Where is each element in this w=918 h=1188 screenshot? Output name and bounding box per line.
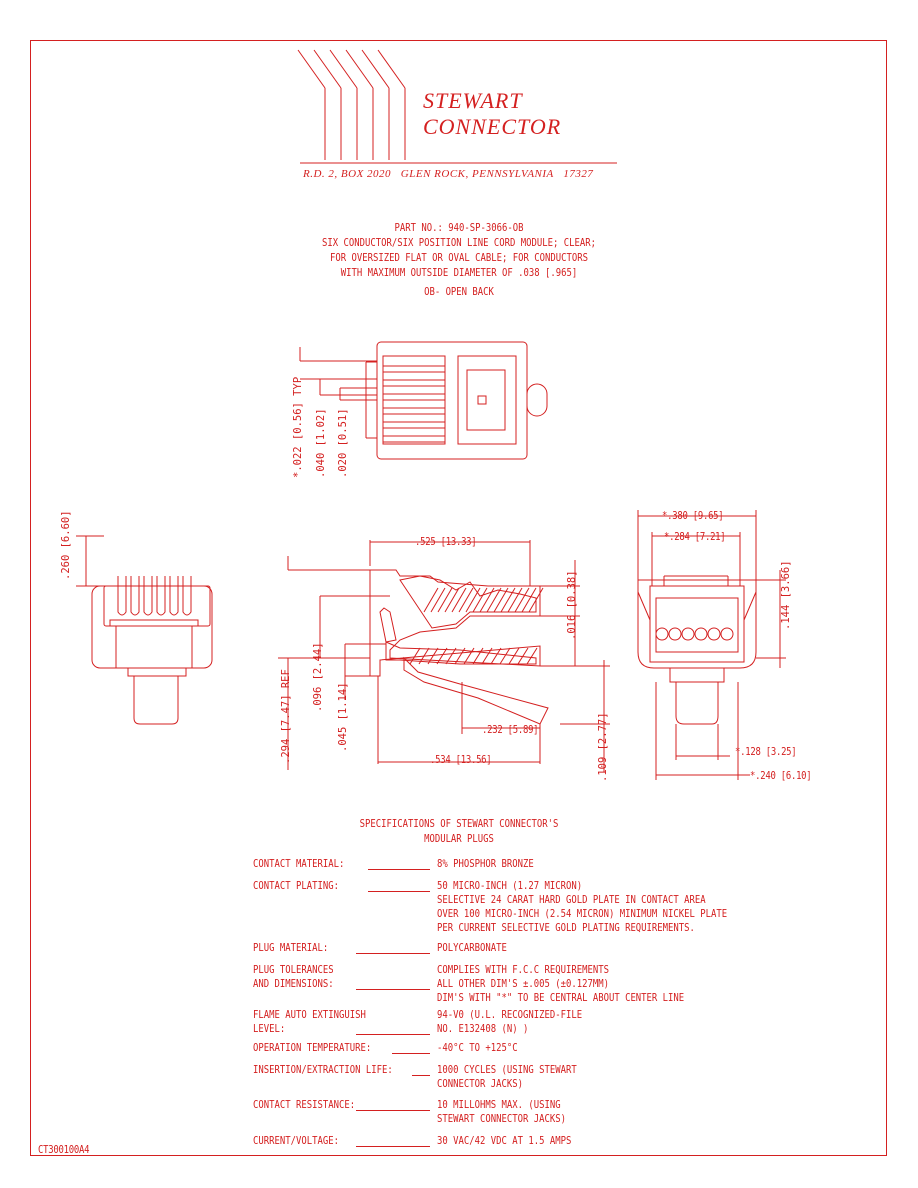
part-note: OB- OPEN BACK (424, 286, 494, 298)
dim-side-294: .294 [7.47] REF (280, 669, 292, 764)
dim-top-1: *.022 [0.56] TYP (292, 376, 304, 478)
side-view-drawing (278, 540, 610, 772)
dim-front-height: .260 [6.60] (60, 510, 72, 580)
spec-leader (368, 869, 430, 870)
spec-value: 10 MILLOHMS MAX. (USING STEWART CONNECTOR JACKS) (437, 1099, 566, 1125)
spec-value: POLYCARBONATE (437, 942, 507, 954)
specs-title-line1: SPECIFICATIONS OF STEWART CONNECTOR'S (359, 818, 559, 830)
end-view-drawing (638, 510, 786, 780)
spec-leader (356, 989, 430, 990)
dim-top-3: .020 [0.51] (337, 408, 349, 478)
dim-side-bottom-length: .534 [13.56] (430, 754, 492, 766)
specs-title-line2: MODULAR PLUGS (424, 833, 494, 845)
dim-end-144: .144 [3.66] (780, 560, 792, 630)
spec-label: CONTACT PLATING: (253, 880, 339, 892)
part-description (259, 221, 659, 300)
company-line1: STEWART (423, 88, 523, 113)
spec-leader (368, 891, 430, 892)
dim-end-240: *.240 [6.10] (750, 770, 812, 782)
dim-side-045: .045 [1.14] (337, 682, 349, 752)
spec-value: 8% PHOSPHOR BRONZE (437, 858, 534, 870)
spec-value: 30 VAC/42 VDC AT 1.5 AMPS (437, 1135, 572, 1147)
spec-leader (356, 1110, 430, 1111)
dim-side-top-length: .525 [13.33] (415, 536, 477, 548)
spec-value: 50 MICRO-INCH (1.27 MICRON) SELECTIVE 24 CARAT HARD GOLD PLATE IN CONTACT AREA OVER 100 MICRO-INCH (2.54 MICRON) MINIMUM NICKEL PLATE PER CURRENT SELECTIVE GOLD PLATING REQUIREMENTS. (437, 880, 728, 934)
dim-end-380: *.380 [9.65] (662, 510, 724, 522)
spec-label: PLUG TOLERANCES AND DIMENSIONS: (253, 964, 334, 990)
spec-label: OPERATION TEMPERATURE: (253, 1042, 372, 1054)
spec-label: CURRENT/VOLTAGE: (253, 1135, 339, 1147)
spec-label: CONTACT RESISTANCE: (253, 1099, 356, 1111)
part-desc-line: SIX CONDUCTOR/SIX POSITION LINE CORD MODULE; CLEAR; (321, 237, 597, 249)
company-address: R.D. 2, BOX 2020 GLEN ROCK, PENNSYLVANIA 17327 (303, 168, 594, 180)
spec-label: INSERTION/EXTRACTION LIFE: (253, 1064, 393, 1076)
spec-label: FLAME AUTO EXTINGUISH LEVEL: (253, 1009, 366, 1035)
specs-title (259, 817, 659, 847)
dim-side-109: .109 [2.77] (597, 712, 609, 782)
dim-end-128: *.128 [3.25] (735, 746, 797, 758)
dim-side-016: .016 [0.38] (566, 570, 578, 640)
spec-value: COMPLIES WITH F.C.C REQUIREMENTS ALL OTHER DIM'S ±.005 (±0.127MM) DIM'S WITH "*" TO BE CENTRAL ABOUT CENTER LINE (437, 964, 685, 1004)
dim-side-latch: .232 [5.89] (482, 724, 539, 736)
part-desc-line: WITH MAXIMUM OUTSIDE DIAMETER OF .038 [.965] (340, 267, 578, 279)
spec-label: CONTACT MATERIAL: (253, 858, 345, 870)
spec-leader (356, 1146, 430, 1147)
logo-mark (298, 50, 405, 160)
spec-label: PLUG MATERIAL: (253, 942, 329, 954)
front-view-drawing (76, 536, 212, 724)
dim-end-284: *.284 [7.21] (664, 531, 726, 543)
spec-value: 94-V0 (U.L. RECOGNIZED-FILE NO. E132408 (N) ) (437, 1009, 583, 1035)
document-id: CT300100A4 (38, 1144, 90, 1156)
spec-leader (412, 1075, 430, 1076)
part-number: PART NO.: 940-SP-3066-OB (394, 222, 524, 234)
dim-side-096: .096 [2.44] (312, 642, 324, 712)
company-line2: CONNECTOR (423, 114, 562, 139)
company-name (423, 88, 561, 140)
spec-value: -40°C TO +125°C (437, 1042, 518, 1054)
spec-leader (356, 953, 430, 954)
spec-leader (356, 1034, 430, 1035)
part-desc-line: FOR OVERSIZED FLAT OR OVAL CABLE; FOR CONDUCTORS (330, 252, 588, 264)
spec-value: 1000 CYCLES (USING STEWART CONNECTOR JACKS) (437, 1064, 577, 1090)
dim-top-2: .040 [1.02] (315, 408, 327, 478)
spec-leader (392, 1053, 430, 1054)
